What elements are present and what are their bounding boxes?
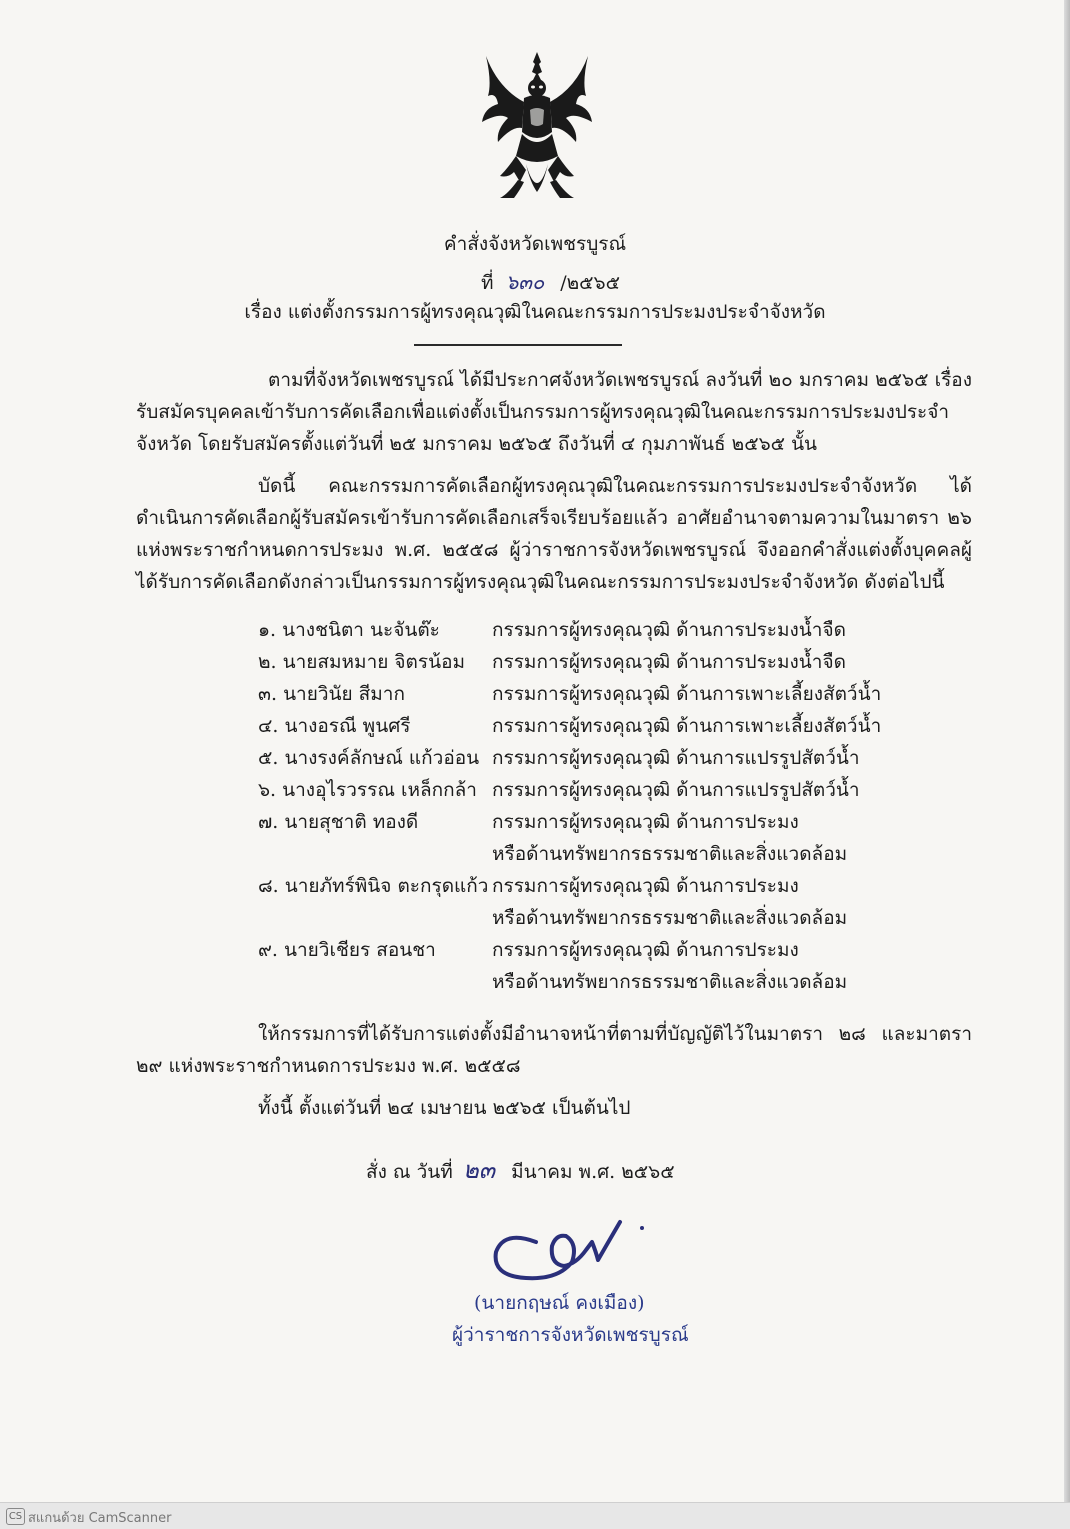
member-role: กรรมการผู้ทรงคุณวุฒิ ด้านการเพาะเลี้ยงสัตว์น้ำ: [492, 715, 882, 737]
scanner-footer: [0, 1502, 1070, 1529]
member-role: กรรมการผู้ทรงคุณวุฒิ ด้านการประมง: [492, 811, 799, 833]
member-name: ๑. นางชนิตา นะจันต๊ะ: [258, 619, 440, 641]
order-date: [366, 1158, 675, 1184]
order-number-suffix: /๒๕๖๕: [560, 272, 620, 294]
page-edge: [1064, 0, 1070, 1529]
camscanner-label: สแกนด้วย CamScanner: [28, 1511, 172, 1526]
order-date-suffix: มีนาคม พ.ศ. ๒๕๖๕: [511, 1161, 675, 1183]
member-role: กรรมการผู้ทรงคุณวุฒิ ด้านการแปรรูปสัตว์น้ำ: [492, 779, 860, 801]
member-role: กรรมการผู้ทรงคุณวุฒิ ด้านการประมงน้ำจืด: [492, 651, 846, 673]
member-role: กรรมการผู้ทรงคุณวุฒิ ด้านการเพาะเลี้ยงสัตว์น้ำ: [492, 683, 882, 705]
header-divider: [414, 344, 622, 346]
order-date-prefix: สั่ง ณ วันที่: [366, 1161, 453, 1183]
member-name: ๓. นายวินัย สีมาก: [258, 683, 405, 705]
member-role-line2: หรือด้านทรัพยากรธรรมชาติและสิ่งแวดล้อม: [492, 971, 848, 993]
order-title: คำสั่งจังหวัดเพชรบูรณ์: [443, 233, 627, 255]
member-role: กรรมการผู้ทรงคุณวุฒิ ด้านการประมงน้ำจืด: [492, 619, 846, 641]
member-role: กรรมการผู้ทรงคุณวุฒิ ด้านการแปรรูปสัตว์น้ำ: [492, 747, 860, 769]
signatory-position: ผู้ว่าราชการจังหวัดเพชรบูรณ์: [452, 1324, 689, 1346]
member-role: กรรมการผู้ทรงคุณวุฒิ ด้านการประมง: [492, 875, 799, 897]
camscanner-logo: CS: [6, 1508, 25, 1525]
member-name: ๒. นายสมหมาย จิตรน้อม: [258, 651, 466, 673]
member-role: กรรมการผู้ทรงคุณวุฒิ ด้านการประมง: [492, 939, 799, 961]
member-name: ๘. นายภัทร์พินิจ ตะกรุดแก้ว: [258, 875, 489, 897]
garuda-emblem-icon: [478, 52, 596, 202]
signature-mark-icon: [486, 1206, 656, 1284]
member-name: ๖. นางอุไรวรรณ เหล็กกล้า: [258, 779, 477, 801]
signatory-name: (นายกฤษณ์ คงเมือง): [474, 1292, 645, 1314]
member-role-line2: หรือด้านทรัพยากรธรรมชาติและสิ่งแวดล้อม: [492, 907, 848, 929]
member-name: ๙. นายวิเชียร สอนชา: [258, 939, 436, 961]
order-subject: เรื่อง แต่งตั้งกรรมการผู้ทรงคุณวุฒิในคณะกรรมการประมงประจำจังหวัด: [244, 301, 826, 323]
member-name: ๕. นางรงค์ลักษณ์ แก้วอ่อน: [258, 747, 480, 769]
member-name: ๗. นายสุชาติ ทองดี: [258, 811, 419, 833]
paragraph-1: ตามที่จังหวัดเพชรบูรณ์ ได้มีประกาศจังหวัดเพชรบูรณ์ ลงวันที่ ๒๐ มกราคม ๒๕๖๕ เรื่อง รับสมัครบุคคลเข้ารับการคัดเลือกเพื่อแต่งตั้งเป็นกรรมการผู้ทรงคุณวุฒิในคณะกรรมการประมงประจำจังหวัด โดยรับสมัครตั้งแต่วันที่ ๒๕ มกราคม ๒๕๖๕ ถึงวันที่ ๔ กุมภาพันธ์ ๒๕๖๕ นั้น: [136, 369, 972, 455]
order-number-prefix: ที่: [481, 272, 494, 294]
member-name: ๔. นางอรณี พูนศรี: [258, 715, 411, 737]
member-role-line2: หรือด้านทรัพยากรธรรมชาติและสิ่งแวดล้อม: [492, 843, 848, 865]
order-date-handwritten: ๒๓: [462, 1156, 496, 1184]
order-number: [481, 270, 620, 295]
paragraph-2: บัดนี้ คณะกรรมการคัดเลือกผู้ทรงคุณวุฒิในคณะกรรมการประมงประจำจังหวัด ได้ดำเนินการคัดเลือกผู้รับสมัครเข้ารับการคัดเลือกเสร็จเรียบร้อยแล้ว อาศัยอำนาจตามความในมาตรา ๒๖ แห่งพระราชกำหนดการประมง พ.ศ. ๒๕๕๘ ผู้ว่าราชการจังหวัดเพชรบูรณ์ จึงออกคำสั่งแต่งตั้งบุคคลผู้ได้รับการคัดเลือกดังกล่าวเป็นกรรมการผู้ทรงคุณวุฒิในคณะกรรมการประมงประจำจังหวัด ดังต่อไปนี้: [136, 475, 972, 593]
paragraph-3: ให้กรรมการที่ได้รับการแต่งตั้งมีอำนาจหน้าที่ตามที่บัญญัติไว้ในมาตรา ๒๘ และมาตรา ๒๙ แห่งพระราชกำหนดการประมง พ.ศ. ๒๕๕๘: [136, 1023, 972, 1077]
order-number-handwritten: ๖๓๐: [505, 270, 545, 294]
paragraph-4: ทั้งนี้ ตั้งแต่วันที่ ๒๔ เมษายน ๒๕๖๕ เป็นต้นไป: [258, 1097, 631, 1119]
